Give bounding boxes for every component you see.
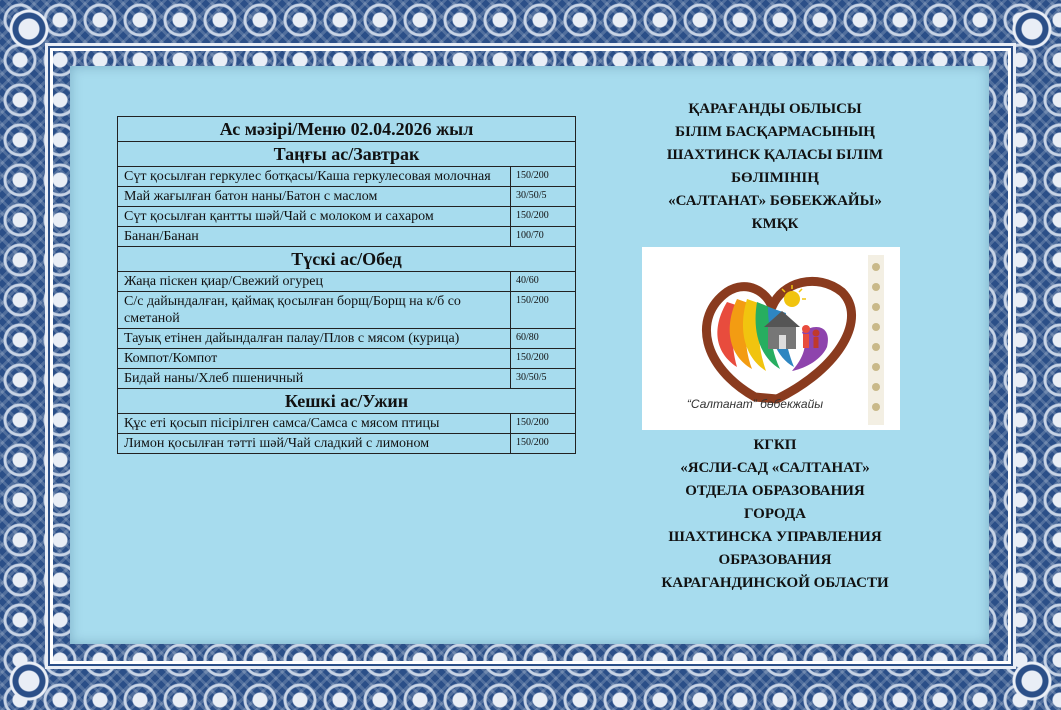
org-line: ҚАРАҒАНДЫ ОБЛЫСЫ <box>688 101 862 117</box>
table-row <box>118 369 576 389</box>
dish-quantity: 150/200 <box>511 349 576 369</box>
org-line: ШАХТИНСК ҚАЛАСЫ БІЛІМ <box>666 147 884 163</box>
table-row <box>118 349 576 369</box>
dish-name: Тауық етінен дайындалған палау/Плов с мясом (курица) <box>118 329 511 349</box>
dish-name: Банан/Банан <box>118 227 511 247</box>
table-row <box>118 434 576 454</box>
organization-name-kazakh <box>610 98 940 236</box>
section-heading-row <box>118 142 576 167</box>
dish-quantity: 150/200 <box>511 434 576 454</box>
dish-name: С/с дайындалған, қаймақ қосылған борщ/Борщ на к/б со сметаной <box>118 292 511 329</box>
dish-quantity: 60/80 <box>511 329 576 349</box>
dish-quantity: 150/200 <box>511 207 576 227</box>
menu-title: Ас мәзірі/Меню 02.04.2026 жыл <box>118 117 576 142</box>
section-heading-row <box>118 247 576 272</box>
table-row <box>118 272 576 292</box>
table-row <box>118 227 576 247</box>
dish-name: Лимон қосылған тәтті шәй/Чай сладкий с лимоном <box>118 434 511 454</box>
section-heading-lunch: Түскі ас/Обед <box>118 247 576 272</box>
dish-quantity: 150/200 <box>511 414 576 434</box>
org-line: «САЛТАНАТ» БӨБЕКЖАЙЫ» <box>668 193 882 209</box>
org-line: КМҚК <box>751 216 799 232</box>
table-row <box>118 207 576 227</box>
dish-name: Бидай наны/Хлеб пшеничный <box>118 369 511 389</box>
kindergarten-logo <box>642 247 900 430</box>
dish-name: Жаңа піскен қиар/Свежий огурец <box>118 272 511 292</box>
dish-name: Сүт қосылған геркулес ботқасы/Каша геркулесовая молочная <box>118 167 511 187</box>
dish-name: Компот/Компот <box>118 349 511 369</box>
org-line: ШАХТИНСКА УПРАВЛЕНИЯ <box>668 529 882 545</box>
dish-quantity: 30/50/5 <box>511 187 576 207</box>
logo-caption: “Салтанат” бөбекжайы <box>686 397 824 411</box>
org-line: БӨЛІМІНІҢ <box>731 170 819 186</box>
corner-ornament <box>6 6 52 52</box>
org-line: ОТДЕЛА ОБРАЗОВАНИЯ <box>685 483 865 499</box>
dish-name: Сүт қосылған қантты шәй/Чай с молоком и сахаром <box>118 207 511 227</box>
org-line: БІЛІМ БАСҚАРМАСЫНЫҢ <box>675 124 875 140</box>
table-row <box>118 329 576 349</box>
dish-quantity: 150/200 <box>511 167 576 187</box>
corner-ornament <box>6 658 52 704</box>
dish-quantity: 150/200 <box>511 292 576 329</box>
org-line: ОБРАЗОВАНИЯ <box>718 552 832 568</box>
dish-name: Май жағылған батон наны/Батон с маслом <box>118 187 511 207</box>
menu-table <box>117 116 576 454</box>
table-row <box>118 167 576 187</box>
table-row <box>118 187 576 207</box>
section-heading-row <box>118 389 576 414</box>
section-heading-dinner: Кешкі ас/Ужин <box>118 389 576 414</box>
dish-name: Құс еті қосып пісірілген самса/Самса с мясом птицы <box>118 414 511 434</box>
corner-ornament <box>1009 6 1055 52</box>
dish-quantity: 30/50/5 <box>511 369 576 389</box>
org-line: КАРАГАНДИНСКОЙ ОБЛАСТИ <box>661 575 889 591</box>
org-line: КГКП <box>753 437 797 453</box>
org-line: «ЯСЛИ-САД «САЛТАНАТ» <box>680 460 870 476</box>
dish-quantity: 40/60 <box>511 272 576 292</box>
organization-name-russian <box>610 434 940 595</box>
table-row <box>118 414 576 434</box>
org-line: ГОРОДА <box>744 506 806 522</box>
table-row <box>118 292 576 329</box>
dish-quantity: 100/70 <box>511 227 576 247</box>
section-heading-breakfast: Таңғы ас/Завтрак <box>118 142 576 167</box>
menu-title-row <box>118 117 576 142</box>
corner-ornament <box>1009 658 1055 704</box>
